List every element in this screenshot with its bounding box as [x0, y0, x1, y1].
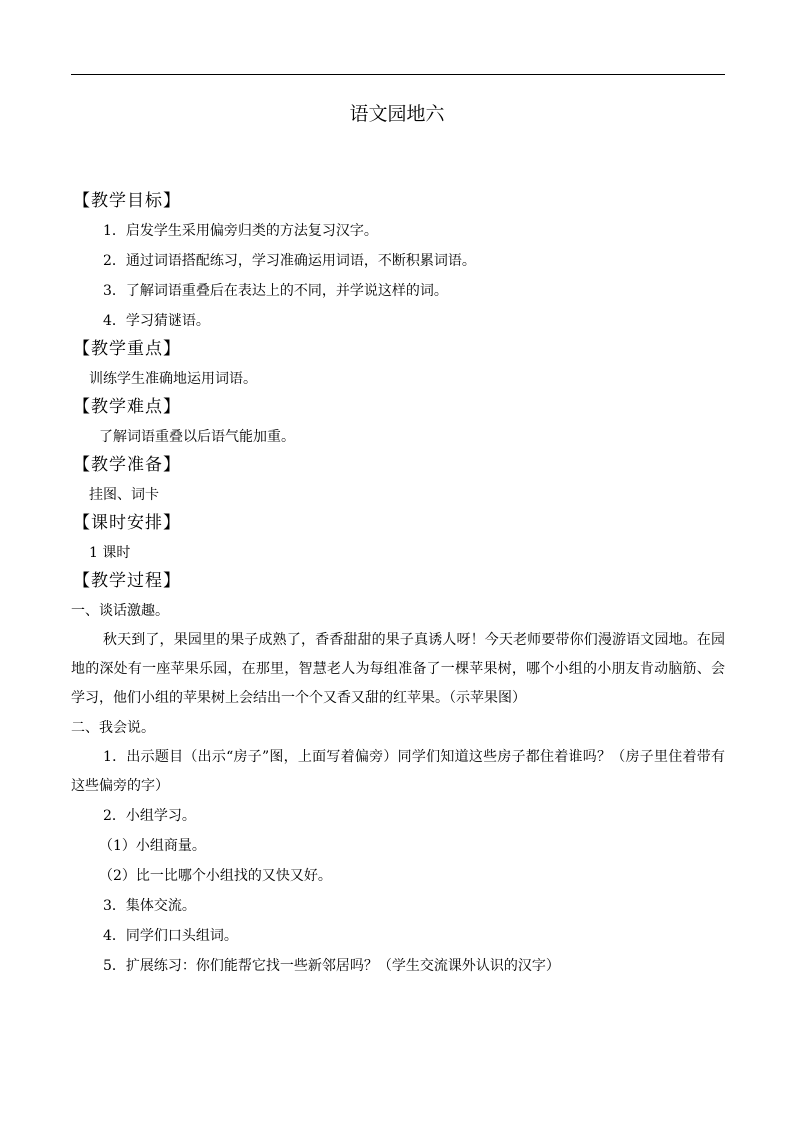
- heading-preparation: 【教学准备】: [73, 455, 181, 475]
- key-points-text: 训练学生准确地运用词语。: [89, 371, 257, 387]
- heading-difficulties: 【教学难点】: [73, 397, 181, 417]
- process-part2-title: 二、我会说。: [71, 720, 155, 736]
- header-rule: [71, 74, 725, 75]
- process-part2-item: 5．扩展练习：你们能帮它找一些新邻居吗？（学生交流课外认识的汉字）: [103, 958, 560, 974]
- schedule-text: 1 课时: [89, 545, 131, 561]
- difficulties-text: 了解词语重叠以后语气能加重。: [99, 429, 295, 445]
- process-part2-item: （2）比一比哪个小组找的又快又好。: [99, 868, 332, 884]
- process-part2-item: 3．集体交流。: [103, 898, 196, 914]
- process-part1-title: 一、谈话激趣。: [71, 603, 169, 619]
- heading-key-points: 【教学重点】: [73, 339, 181, 359]
- process-part2-item: 4．同学们口头组词。: [103, 928, 238, 944]
- goal-item: 3．了解词语重叠后在表达上的不同，并学说这样的词。: [103, 283, 448, 299]
- goal-item: 4．学习猜谜语。: [103, 313, 210, 329]
- heading-teaching-goals: 【教学目标】: [73, 191, 181, 211]
- document-title: 语文园地六: [349, 103, 445, 125]
- heading-teaching-process: 【教学过程】: [73, 571, 181, 591]
- process-part2-paragraph: 1．出示题目（出示“房子”图，上面写着偏旁）同学们知道这些房子都住着谁吗？（房子里住着带有这些偏旁的字）: [71, 749, 725, 794]
- preparation-text: 挂图、词卡: [89, 487, 159, 503]
- process-part2-item: 2．小组学习。: [103, 808, 196, 824]
- process-part2-item: （1）小组商量。: [99, 838, 206, 854]
- heading-schedule: 【课时安排】: [73, 513, 181, 533]
- goal-item: 2．通过词语搭配练习，学习准确运用词语，不断积累词语。: [103, 253, 476, 269]
- document-body: [71, 188, 725, 981]
- process-part1-paragraph: 秋天到了，果园里的果子成熟了，香香甜甜的果子真诱人呀！今天老师要带你们漫游语文园地。在园地的深处有一座苹果乐园，在那里，智慧老人为每组准备了一棵苹果树，哪个小组的小朋友肯动脑筋、会学习，他们小组的苹果树上会结出一个个又香又甜的红苹果。（示苹果图）: [71, 632, 725, 706]
- goal-item: 1．启发学生采用偏旁归类的方法复习汉字。: [103, 223, 378, 239]
